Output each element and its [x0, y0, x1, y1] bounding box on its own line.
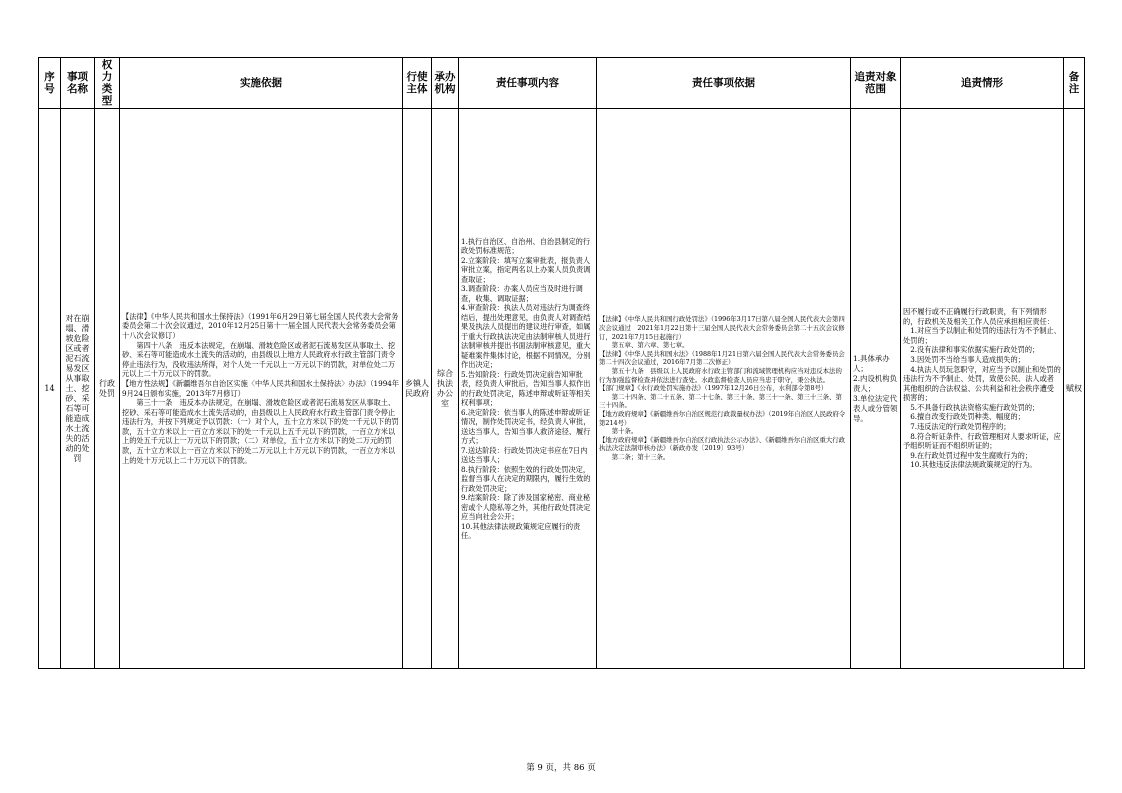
resp-basis-line: 【法律】《中华人民共和国水法》（1988年1月21日第六届全国人民代表大会常务委员会第二十四次会议通过，2016年7月第二次修正）	[599, 349, 845, 367]
resp-line: 4.审查阶段：执法人员对违法行为调查终结后，提出处理意见，由负责人对调查结果及执法人员提出的建议进行审查，如属于重大行政执法决定由法制审核人员进行法制审核并提出书面法制审核意见，重大疑难案件集体讨论，根据不同情况，分别作出决定；	[461, 303, 591, 369]
cell-remarks: 赋权	[1064, 109, 1085, 669]
situation-line: 4.执法人员玩忽职守，对应当予以制止和处罚的违法行为不予制止、处罚，致使公民、法人或者其他组织的合法权益、公共利益和社会秩序遭受损害的；	[903, 364, 1061, 403]
resp-line: 9.结案阶段：除了涉及国家秘密、商业秘密或个人隐私等之外，其他行政处罚决定应当向社会公开；	[461, 493, 591, 521]
header-row	[39, 58, 1085, 109]
situation-line: 6.擅自改变行政处罚种类、幅度的；	[903, 412, 1025, 422]
header-situations: 追责情形	[901, 58, 1064, 109]
resp-basis-line: 【地方政府规章】《新疆维吾尔自治区行政执法公示办法》、《新疆维吾尔自治区重大行政执法决定法制审核办法》（新政办发〔2019〕93号）	[599, 435, 846, 453]
header-scope: 追责对象范围	[851, 58, 901, 109]
basis-line: 第三十一条 违反本办法规定，在崩塌、滑坡危险区或者泥石流易发区从事取土、挖砂、采石等可能造成水土流失活动的，由县级以上人民政府水行政主管部门责令停止违法行为，并按下列规定予以罚款：（一）对个人，五十立方米以下的处一千元以下的罚款，五十立方米以上一百立方米以下的处一千元以上五千元以下的罚款，一百立方米以上的处五千元以上一万元以下的罚款；（二）对单位，五十立方米以下的处二万元的罚款，五十立方米以上一百立方米以下的处二万元以上十万元以下的罚款，一百立方米以上的处十万元以上二十万元以下的罚款。	[122, 398, 399, 465]
resp-line: 5.告知阶段：行政处罚决定前告知审批表，经负责人审批后，告知当事人拟作出的行政处罚决定，陈述申辩或听证等相关权利事项；	[461, 369, 591, 407]
header-basis: 实施依据	[120, 58, 403, 109]
situation-line: 5.不具备行政执法资格实施行政处罚的；	[903, 402, 1040, 412]
resp-basis-line: 第五十九条 县级以上人民政府水行政主管部门和流域管理机构应当对违反本法的行为加强监督检查并依法进行查处。水政监督检查人员应当忠于职守，秉公执法。	[599, 367, 842, 384]
resp-basis-line: 第十条。	[599, 427, 638, 436]
header-remarks: 备注	[1064, 58, 1085, 109]
header-subject: 行使主体	[403, 58, 432, 109]
situation-line: 8.符合听证条件、行政管理相对人要求听证，应予组织听证而不组织听证的；	[903, 431, 1061, 451]
basis-line: 第四十八条 违反本法规定，在崩塌、滑坡危险区或者泥石流易发区从事取土、挖砂、采石等可能造成水土流失的活动的，由县级以上地方人民政府水行政主管部门责令停止违法行为，没收违法所得，对个人处一千元以上一万元以下的罚款，对单位处二万元以上二十万元以下的罚款。	[122, 340, 396, 379]
resp-line: 8.执行阶段：依照生效的行政处罚决定，监督当事人在决定的期限内，履行生效的行政处罚决定；	[461, 464, 591, 493]
page-footer: 第 9 页，共 86 页	[526, 763, 596, 773]
power-list-table	[38, 57, 1085, 669]
cell-seq: 14	[39, 109, 61, 669]
situation-line: 3.因处罚不当给当事人造成损失的；	[903, 354, 1025, 364]
header-power-type: 权力类型	[95, 58, 120, 109]
header-resp-basis: 责任事项依据	[597, 58, 851, 109]
resp-line: 10.其他法律法规政策规定应履行的责任。	[461, 521, 581, 540]
cell-power-type: 行政处罚	[95, 109, 120, 669]
scope-line: 3.单位法定代表人或分管领导。	[853, 393, 898, 423]
resp-line: 7.送达阶段：行政处罚决定书应在7日内送达当事人；	[461, 445, 588, 464]
cell-resp-content	[459, 109, 597, 669]
situation-line: 因不履行或不正确履行行政职责，有下列情形的，行政机关及相关工作人员应承担相应责任：	[903, 306, 1054, 326]
scope-line: 2.内设机构负责人；	[853, 373, 898, 393]
cell-situations	[901, 109, 1064, 669]
resp-line: 3.调查阶段：办案人员应当及时进行调查，收集、调取证据；	[461, 284, 583, 303]
situation-line: 2.没有法律和事实依据实施行政处罚的；	[903, 345, 1040, 355]
resp-line: 2.立案阶段：填写立案审批表，报负责人审批立案，指定两名以上办案人员负责调查取证；	[461, 255, 591, 284]
situation-line: 9.在行政处罚过程中发生腐败行为的；	[903, 450, 1033, 460]
scope-line: 1.具体承办人；	[853, 353, 890, 373]
basis-line: 【地方性法规】《新疆维吾尔自治区实施〈中华人民共和国水土保持法〉办法》（1994年9月24日颁布实施，2013年7月修订）	[122, 378, 400, 398]
basis-line: 【法律】《中华人民共和国水土保持法》（1991年6月29日第七届全国人民代表大会常务委员会第二十次会议通过，2010年12月25日第十一届全国人民代表大会常务委员会第十八次会议修订）	[122, 311, 399, 340]
resp-basis-line: 第二条；第十三条。	[599, 452, 670, 461]
resp-basis-line: 【地方政府规章】《新疆维吾尔自治区规范行政裁量权办法》（2019年自治区人民政府令第214号）	[599, 409, 846, 427]
situation-line: 1.对应当予以制止和处罚的违法行为不予制止、处罚的；	[903, 326, 1061, 345]
cell-agency: 综合执法办公室	[432, 109, 459, 669]
header-agency: 承办机构	[432, 58, 459, 109]
resp-line: 6.决定阶段：依当事人的陈述申辩或听证情况，制作处罚决定书，经负责人审批，送达当事人，告知当事人救济途径、履行方式；	[461, 407, 591, 445]
cell-subject: 乡镇人民政府	[403, 109, 432, 669]
header-seq: 序号	[39, 58, 61, 109]
header-item-name: 事项名称	[61, 58, 95, 109]
resp-basis-line: 第二十四条、第二十五条、第二十七条、第三十条、第三十一条、第三十三条、第三十四条。	[599, 392, 842, 410]
table-row	[39, 109, 1085, 669]
situation-line: 7.违反法定的行政处罚程序的；	[903, 422, 1011, 432]
resp-basis-line: 【法律】《中华人民共和国行政处罚法》（1996年3月17日第八届全国人民代表大会第四次会议通过 2021年1月22日第十三届全国人民代表大会常务委员会第二十五次会议修订，2021年7月15日起施行）	[599, 315, 845, 341]
situation-line: 10.其他违反法律法规政策规定的行为。	[903, 460, 1037, 470]
cell-scope	[851, 109, 901, 669]
resp-line: 1.执行自治区、自治州、自治县制定的行政处罚标准规范；	[461, 236, 591, 255]
header-resp-content: 责任事项内容	[459, 58, 597, 109]
resp-basis-line: 第五章、第六章、第七章。	[599, 341, 689, 350]
cell-basis	[120, 109, 403, 669]
cell-resp-basis	[597, 109, 851, 669]
cell-item-name: 对在崩塌、滑坡危险区或者泥石流易发区从事取土、挖砂、采石等可能造成水土流失的活动的处罚	[61, 109, 95, 669]
resp-basis-line: 【部门规章】《水行政处罚实施办法》（1997年12月26日公布，水利部令第8号）	[599, 384, 828, 393]
